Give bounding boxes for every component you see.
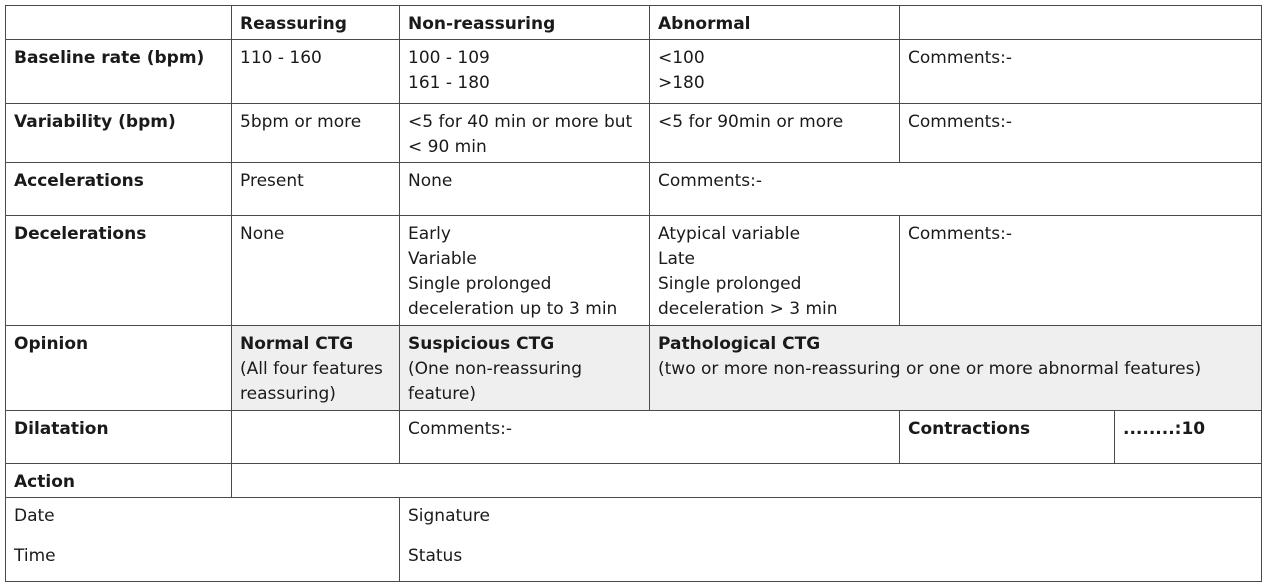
opinion-label: Opinion (6, 326, 232, 411)
header-blank-cell (6, 6, 232, 40)
variability-reassuring: 5bpm or more (232, 104, 400, 163)
date-signature-row (6, 498, 1262, 538)
accelerations-row (6, 163, 1262, 216)
variability-non-reassuring-line: <5 for 40 min or more but (408, 112, 633, 132)
variability-comments[interactable]: Comments:- (900, 104, 1262, 163)
opinion-suspicious-cell (400, 326, 650, 411)
dilatation-row (6, 411, 1262, 464)
suspicious-ctg-title: Suspicious CTG (408, 334, 555, 354)
baseline-label: Baseline rate (bpm) (6, 40, 232, 104)
baseline-abnormal-line: >180 (658, 73, 705, 93)
opinion-normal-cell (232, 326, 400, 411)
baseline-comments[interactable]: Comments:- (900, 40, 1262, 104)
decelerations-abnormal-line: Atypical variable (658, 224, 801, 244)
accelerations-label: Accelerations (6, 163, 232, 216)
decelerations-abnormal (650, 216, 900, 326)
ctg-assessment-table (5, 5, 1262, 582)
decelerations-non-reassuring-line: Variable (408, 249, 477, 269)
decelerations-label: Decelerations (6, 216, 232, 326)
baseline-abnormal-line: <100 (658, 48, 705, 68)
baseline-non-reassuring-line: 161 - 180 (408, 73, 490, 93)
time-label[interactable]: Time (6, 538, 400, 582)
suspicious-ctg-desc-line: (One non-reassuring (408, 359, 582, 379)
contractions-value[interactable]: ........:10 (1115, 411, 1262, 464)
header-empty-cell (900, 6, 1262, 40)
header-abnormal: Abnormal (650, 6, 900, 40)
date-label[interactable]: Date (6, 498, 400, 538)
decelerations-non-reassuring-line: Early (408, 224, 451, 244)
header-row (6, 6, 1262, 40)
baseline-non-reassuring-line: 100 - 109 (408, 48, 490, 68)
decelerations-reassuring: None (232, 216, 400, 326)
action-field[interactable] (232, 464, 1262, 498)
baseline-reassuring: 110 - 160 (232, 40, 400, 104)
normal-ctg-desc-line: (All four features (240, 359, 383, 379)
variability-row (6, 104, 1262, 163)
dilatation-comments[interactable]: Comments:- (400, 411, 900, 464)
variability-non-reassuring-line: < 90 min (408, 137, 487, 157)
baseline-abnormal (650, 40, 900, 104)
opinion-pathological-cell (650, 326, 1262, 411)
status-label[interactable]: Status (400, 538, 1262, 582)
decelerations-abnormal-line: Late (658, 249, 696, 269)
variability-non-reassuring (400, 104, 650, 163)
pathological-ctg-title: Pathological CTG (658, 334, 821, 354)
decelerations-non-reassuring-line: Single prolonged (408, 274, 552, 294)
decelerations-abnormal-line: deceleration > 3 min (658, 299, 838, 319)
decelerations-non-reassuring (400, 216, 650, 326)
contractions-label: Contractions (900, 411, 1115, 464)
signature-label[interactable]: Signature (400, 498, 1262, 538)
normal-ctg-title: Normal CTG (240, 334, 354, 354)
baseline-non-reassuring (400, 40, 650, 104)
pathological-ctg-desc: (two or more non-reassuring or one or more abnormal features) (658, 359, 1202, 379)
action-row (6, 464, 1262, 498)
opinion-row (6, 326, 1262, 411)
accelerations-non-reassuring: None (400, 163, 650, 216)
time-status-row (6, 538, 1262, 582)
action-label: Action (6, 464, 232, 498)
decelerations-non-reassuring-line: deceleration up to 3 min (408, 299, 618, 319)
decelerations-comments[interactable]: Comments:- (900, 216, 1262, 326)
normal-ctg-desc-line: reassuring) (240, 384, 336, 404)
dilatation-label: Dilatation (6, 411, 232, 464)
header-reassuring: Reassuring (232, 6, 400, 40)
decelerations-row (6, 216, 1262, 326)
decelerations-abnormal-line: Single prolonged (658, 274, 802, 294)
accelerations-reassuring: Present (232, 163, 400, 216)
dilatation-value-cell[interactable] (232, 411, 400, 464)
accelerations-comments[interactable]: Comments:- (650, 163, 1262, 216)
variability-abnormal: <5 for 90min or more (650, 104, 900, 163)
header-non-reassuring: Non-reassuring (400, 6, 650, 40)
baseline-row (6, 40, 1262, 104)
suspicious-ctg-desc-line: feature) (408, 384, 477, 404)
variability-label: Variability (bpm) (6, 104, 232, 163)
